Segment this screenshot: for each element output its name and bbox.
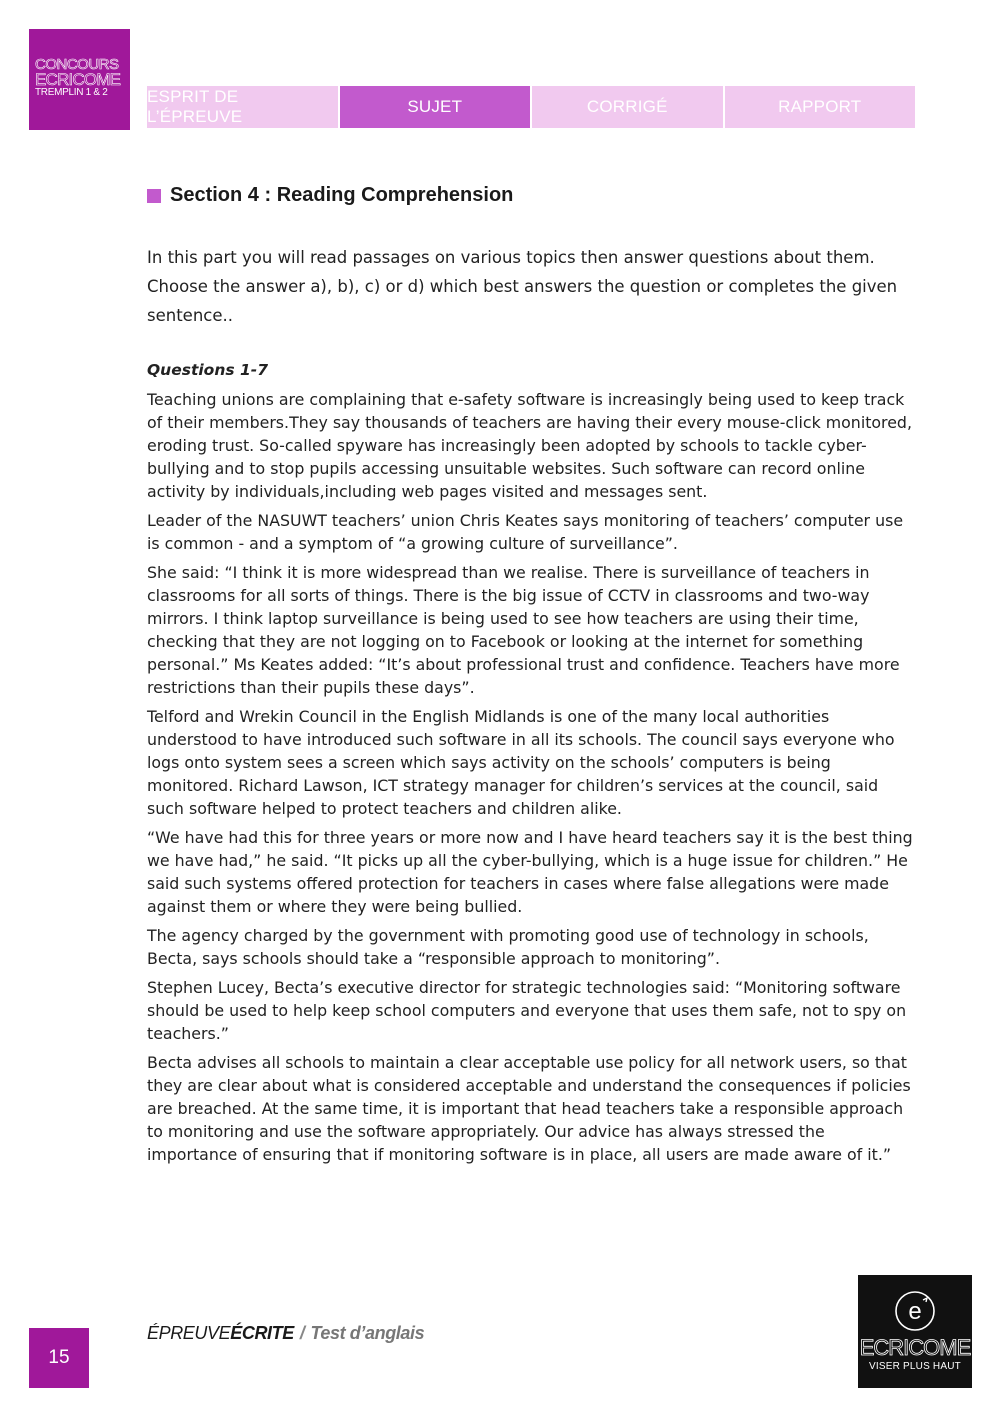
tab-corrige[interactable]: CORRIGÉ <box>532 86 723 128</box>
brand-slogan: VISER PLUS HAUT <box>869 1361 961 1372</box>
passage-paragraph: Leader of the NASUWT teachers’ union Chris Keates says monitoring of teachers’ computer use is common - and a symptom of “a growing culture of surveillance”. <box>147 511 904 553</box>
passage-paragraph: Teaching unions are complaining that e-safety software is increasingly being used to keep track of their members.They say thousands of teachers are having their every mouse-click monitored, eroding trust. So-called spyware has increasingly been adopted by schools to tackle cyber-bullying and to stop pupils accessing unsuitable websites. Such software can record online activity by individuals,including web pages visited and messages sent. <box>147 390 912 501</box>
passage-paragraph: “We have had this for three years or more now and I have heard teachers say it is the best thing we have had,” he said. “It picks up all the cyber-bullying, which is a huge issue for children.” He said such systems offered protection for teachers in cases where false allegations were made against them or where they were being bullied. <box>147 828 913 916</box>
passage-paragraph: The agency charged by the government with promoting good use of technology in schools, Becta, says schools should take a “responsible approach to monitoring”. <box>147 926 869 968</box>
section-title-text: Section 4 : Reading Comprehension <box>170 184 514 206</box>
instructions-line-1: In this part you will read passages on various topics then answer questions about them. <box>147 248 875 267</box>
passage-paragraph: She said: “I think it is more widespread than we realise. There is surveillance of teachers in classrooms for all sorts of things. There is the big issue of CCTV in classrooms and two-way mirrors. I think laptop surveillance is being used to see how teachers are using their time, checking that they are not logging on to Facebook or looking at the internet for something personal.” Ms Keates added: “It’s about professional trust and confidence. Teachers have more restrictions than their pupils these days”. <box>147 563 900 697</box>
section-title <box>147 184 513 207</box>
section-tabs <box>147 86 915 128</box>
passage-paragraph: Telford and Wrekin Council in the English Midlands is one of the many local authorities understood to have introduced such software in all its schools. The council says everyone who logs onto system sees a screen which says activity on the schools’ computers is being monitored. Richard Lawson, ICT strategy manager for children’s services at the council, said such software helped to protect teachers and children alike. <box>147 707 895 818</box>
instructions-line-2: Choose the answer a), b), c) or d) which best answers the question or completes the given sentence.. <box>147 277 898 325</box>
questions-heading: Questions 1-7 <box>147 361 268 379</box>
footer-separator: / <box>299 1323 305 1343</box>
passage-paragraph: Becta advises all schools to maintain a clear acceptable use policy for all network users, so that they are clear about what is considered acceptable and understand the consequences if policies are breached. At the same time, it is important that head teachers take a responsible approach to monitoring and use the software appropriately. Our advice has always stressed the importance of ensuring that if monitoring software is in place, all users are made aware of it.” <box>147 1053 911 1164</box>
section-square-icon <box>147 189 161 203</box>
footer-subject: Test d’anglais <box>310 1323 425 1343</box>
ecricome-emblem-icon <box>893 1289 937 1333</box>
footer-ecrite: ÉCRITE <box>230 1323 294 1343</box>
logo-line-tremplin: TREMPLIN 1 & 2 <box>35 87 108 98</box>
reading-passage <box>147 388 915 1172</box>
logo-line-concours: CONCOURS <box>35 56 119 73</box>
instructions <box>147 243 907 330</box>
brand-name: ECRICOME <box>859 1335 971 1360</box>
svg-text:e: e <box>908 1298 922 1325</box>
concours-logo <box>29 29 130 130</box>
tab-rapport[interactable]: RAPPORT <box>725 86 916 128</box>
footer-caption <box>147 1323 424 1344</box>
tab-sujet[interactable]: SUJET <box>340 86 531 128</box>
logo-line-ecricome: ECRICOME <box>35 70 121 89</box>
footer-epreuve: ÉPREUVE <box>147 1323 231 1343</box>
passage-paragraph: Stephen Lucey, Becta’s executive director for strategic technologies said: “Monitoring software should be used to help keep school computers and everyone that uses them safe, not to spy on teachers.” <box>147 978 907 1043</box>
tab-esprit[interactable]: ESPRIT DE L’ÉPREUVE <box>147 86 338 128</box>
ecricome-brand-logo <box>858 1275 972 1388</box>
page-number: 15 <box>29 1328 89 1388</box>
